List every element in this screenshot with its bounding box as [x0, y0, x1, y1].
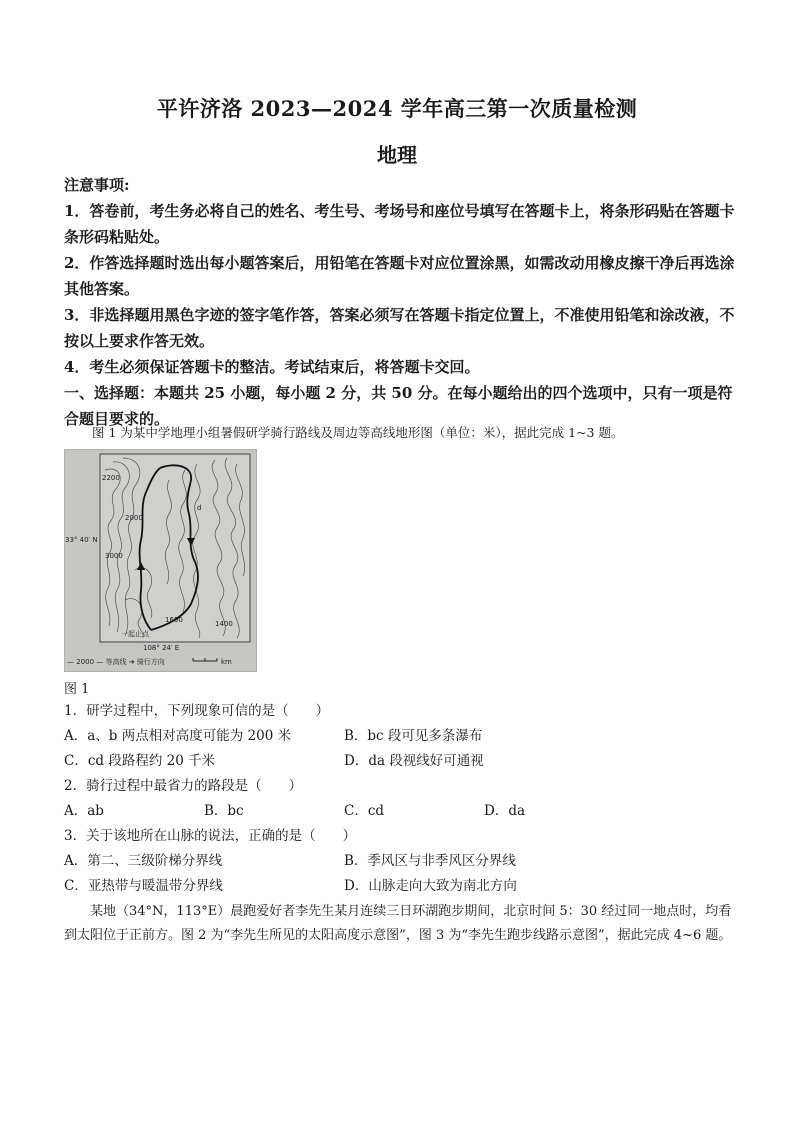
contour-label: 1600 [165, 616, 183, 624]
scale-unit: km [221, 658, 232, 666]
instruction-item: 4．考生必须保证答题卡的整洁。考试结束后，将答题卡交回。 [64, 358, 480, 376]
contour-label: 3000 [105, 552, 123, 560]
contour-label: 2200 [102, 474, 120, 482]
longitude-label: 108° 24′ E [143, 644, 180, 652]
instruction-item: 1．答卷前，考生务必将自己的姓名、考生号、考场号和座位号填写在答题卡上，将条形码贴在答题卡条形码粘贴处。 [64, 202, 735, 246]
question-2-option-c: C．cd [344, 803, 385, 819]
question-3-option-d: D．山脉走向大致为南北方向 [344, 878, 517, 894]
instruction-item: 2．作答选择题时选出每小题答案后，用铅笔在答题卡对应位置涂黑，如需改动用橡皮擦干净后再选涂其他答案。 [64, 254, 735, 298]
contour-map-figure [64, 449, 257, 672]
question-3-option-b: B．季风区与非季风区分界线 [344, 853, 516, 869]
subject-title: 地理 [377, 143, 417, 167]
question-1-stem: 1．研学过程中，下列现象可信的是（ ） [64, 703, 330, 719]
question-2-stem: 2．骑行过程中最省力的路段是（ ） [64, 778, 303, 794]
exam-title: 平许济洛 2023—2024 学年高三第一次质量检测 [156, 96, 638, 121]
question-1-option-d: D．da 段视线好可通视 [344, 753, 484, 769]
question-3-stem: 3．关于该地所在山脉的说法，正确的是（ ） [64, 828, 357, 844]
map-legend: — 2000 — 等高线 ➔ 骑行方向 [67, 658, 165, 666]
question-2-option-b: B．bc [204, 803, 244, 819]
question-2-option-d: D．da [484, 803, 526, 819]
question-1-option-a: A．a、b 两点相对高度可能为 200 米 [64, 728, 292, 744]
section-heading: 一、选择题：本题共 25 小题，每小题 2 分，共 50 分。在每小题给出的四个选项中，只有一项是符合题目要求的。 [64, 384, 733, 428]
question-1-option-c: C．cd 段路程约 20 千米 [64, 753, 216, 769]
route-point-label: d [197, 504, 202, 512]
contour-label: 2000 [125, 514, 143, 522]
instructions-heading: 注意事项: [64, 176, 130, 194]
start-end-label: 一起止点 [121, 630, 149, 638]
figure1-intro: 图 1 为某中学地理小组暑假研学骑行路线及周边等高线地形图（单位：米），据此完成 1~3 题。 [92, 425, 624, 440]
question-2-option-a: A．ab [64, 803, 104, 819]
passage-4-6: 某地（34°N，113°E）晨跑爱好者李先生某月连续三日环湖跑步期间，北京时间 5：30 经过同一地点时，均看到太阳位于正前方。图 2 为“李先生所见的太阳高度示意图”，图 3 为“李先生跑步线路示意图”，据此完成 4~6 题。 [64, 904, 732, 943]
contour-label: 1400 [215, 620, 233, 628]
instructions [64, 172, 744, 432]
figure1-caption: 图 1 [64, 682, 90, 697]
question-1-option-b: B．bc 段可见多条瀑布 [344, 728, 483, 744]
question-3-option-a: A．第二、三级阶梯分界线 [64, 853, 223, 869]
instruction-item: 3．非选择题用黑色字迹的签字笔作答，答案必须写在答题卡指定位置上，不准使用铅笔和涂改液，不按以上要求作答无效。 [64, 306, 735, 350]
question-3-option-c: C．亚热带与暖温带分界线 [64, 878, 223, 894]
latitude-label: 33° 40′ N [65, 536, 98, 544]
